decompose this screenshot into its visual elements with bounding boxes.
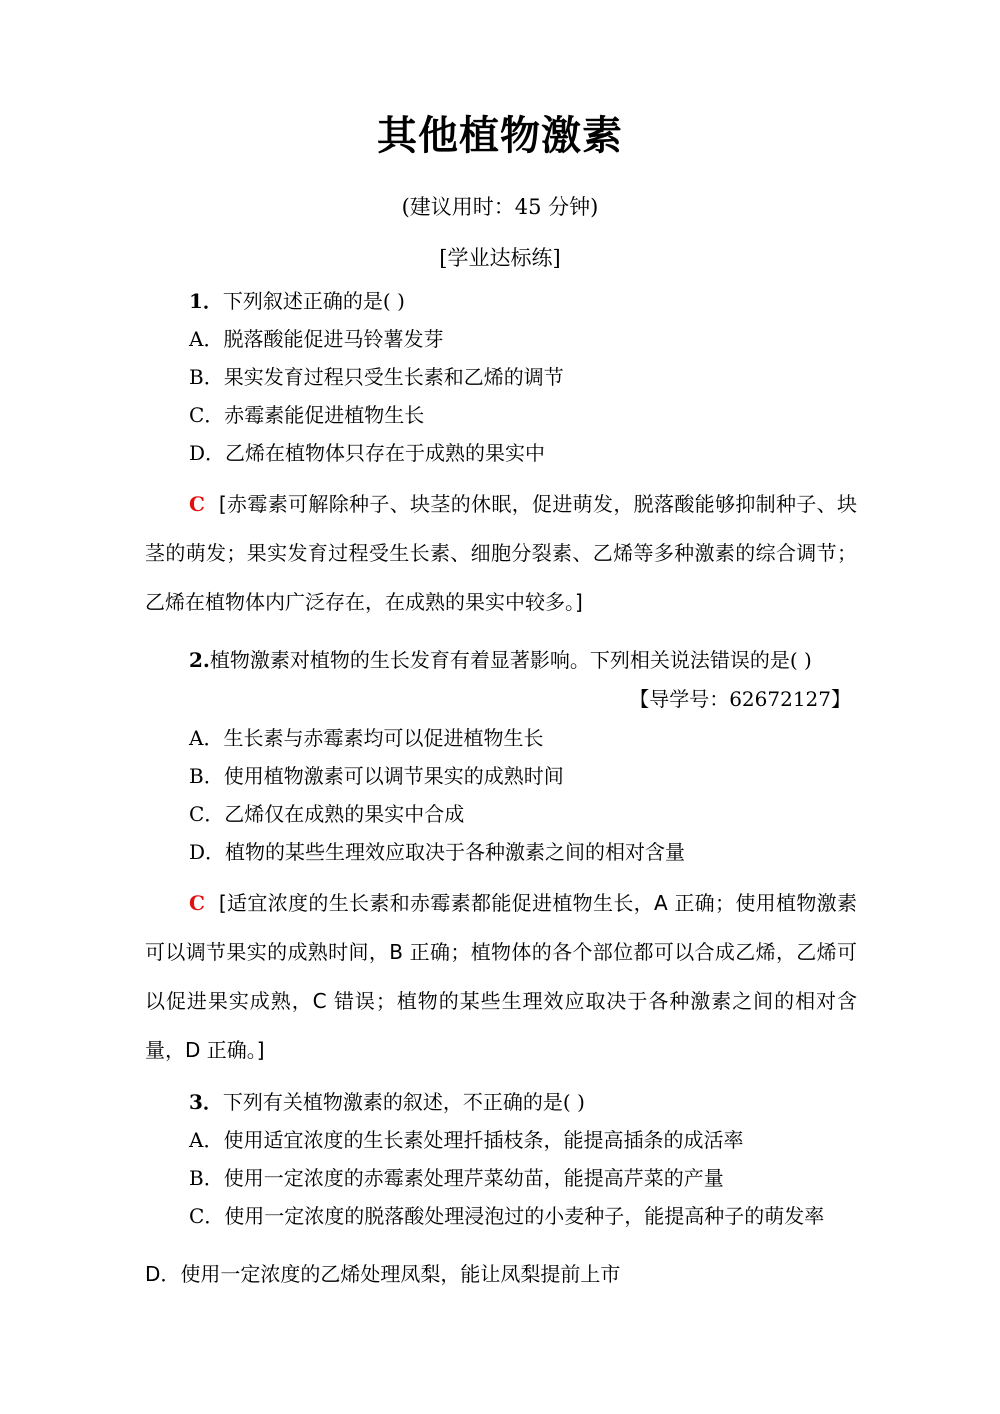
question-3-option-a[interactable]: A．使用适宜浓度的生长素处理扦插枝条，能提高插条的成活率 bbox=[189, 1128, 744, 1152]
section-label: [学业达标练] bbox=[439, 246, 561, 270]
question-3-text: 下列有关植物激素的叙述，不正确的是( ) bbox=[222, 1090, 585, 1114]
question-2-answer: C bbox=[189, 891, 205, 915]
spacer bbox=[145, 627, 857, 641]
question-1-explanation-text: [赤霉素可解除种子、块茎的休眠，促进萌发，脱落酸能够抑制种子、块茎的萌发；果实发育过程受生长素、细胞分裂素、乙烯等多种激素的综合调节；乙烯在植物体内广泛存在，在成熟的果实中较多。] bbox=[145, 492, 857, 614]
question-1-explanation bbox=[145, 480, 857, 627]
question-2-option-c[interactable]: C．乙烯仅在成熟的果实中合成 bbox=[189, 802, 465, 826]
question-2-option-b[interactable]: B．使用植物激素可以调节果实的成熟时间 bbox=[189, 764, 564, 788]
spacer bbox=[145, 1235, 857, 1255]
question-1-stem bbox=[145, 282, 857, 320]
suggested-time: (建议用时：45 分钟) bbox=[401, 195, 599, 219]
question-2-explanation bbox=[145, 879, 857, 1075]
question-2-option-a[interactable]: A．生长素与赤霉素均可以促进植物生长 bbox=[189, 726, 544, 750]
question-2-guide-number: 【导学号：62672127】 bbox=[629, 687, 851, 711]
question-2-option-d[interactable]: D．植物的某些生理效应取决于各种激素之间的相对含量 bbox=[189, 840, 686, 864]
question-3-stem bbox=[145, 1083, 857, 1121]
spacer bbox=[145, 1075, 857, 1083]
question-3-option-d[interactable]: D．使用一定浓度的乙烯处理凤梨，能让凤梨提前上市 bbox=[145, 1262, 621, 1286]
question-1-answer: C bbox=[189, 492, 205, 516]
question-1-option-d[interactable]: D．乙烯在植物体只存在于成熟的果实中 bbox=[189, 441, 546, 465]
question-2-text: 植物激素对植物的生长发育有着显著影响。下列相关说法错误的是( ) bbox=[209, 648, 812, 672]
exercise-body bbox=[145, 282, 857, 1293]
question-1-number: 1． bbox=[189, 289, 223, 313]
question-2-stem bbox=[145, 641, 857, 679]
question-1-option-c[interactable]: C．赤霉素能促进植物生长 bbox=[189, 403, 425, 427]
question-1-text: 下列叙述正确的是( ) bbox=[222, 289, 405, 313]
question-1-option-a[interactable]: A．脱落酸能促进马铃薯发芽 bbox=[189, 327, 444, 351]
question-1-option-b[interactable]: B．果实发育过程只受生长素和乙烯的调节 bbox=[189, 365, 564, 389]
question-2-explanation-text: [适宜浓度的生长素和赤霉素都能促进植物生长，A 正确；使用植物激素可以调节果实的成熟时间，B 正确；植物体的各个部位都可以合成乙烯，乙烯可以促进果实成熟，C 错误；植物的某些生理效应取决于各种激素之间的相对含量，D 正确。] bbox=[145, 891, 857, 1062]
question-3-option-b[interactable]: B．使用一定浓度的赤霉素处理芹菜幼苗，能提高芹菜的产量 bbox=[189, 1166, 724, 1190]
question-3-option-c[interactable]: C．使用一定浓度的脱落酸处理浸泡过的小麦种子，能提高种子的萌发率 bbox=[189, 1204, 825, 1228]
page-title: 其他植物激素 bbox=[377, 113, 623, 159]
spacer bbox=[145, 871, 857, 879]
question-2-number: 2. bbox=[189, 648, 210, 672]
question-3-number: 3． bbox=[189, 1090, 223, 1114]
spacer bbox=[145, 472, 857, 480]
